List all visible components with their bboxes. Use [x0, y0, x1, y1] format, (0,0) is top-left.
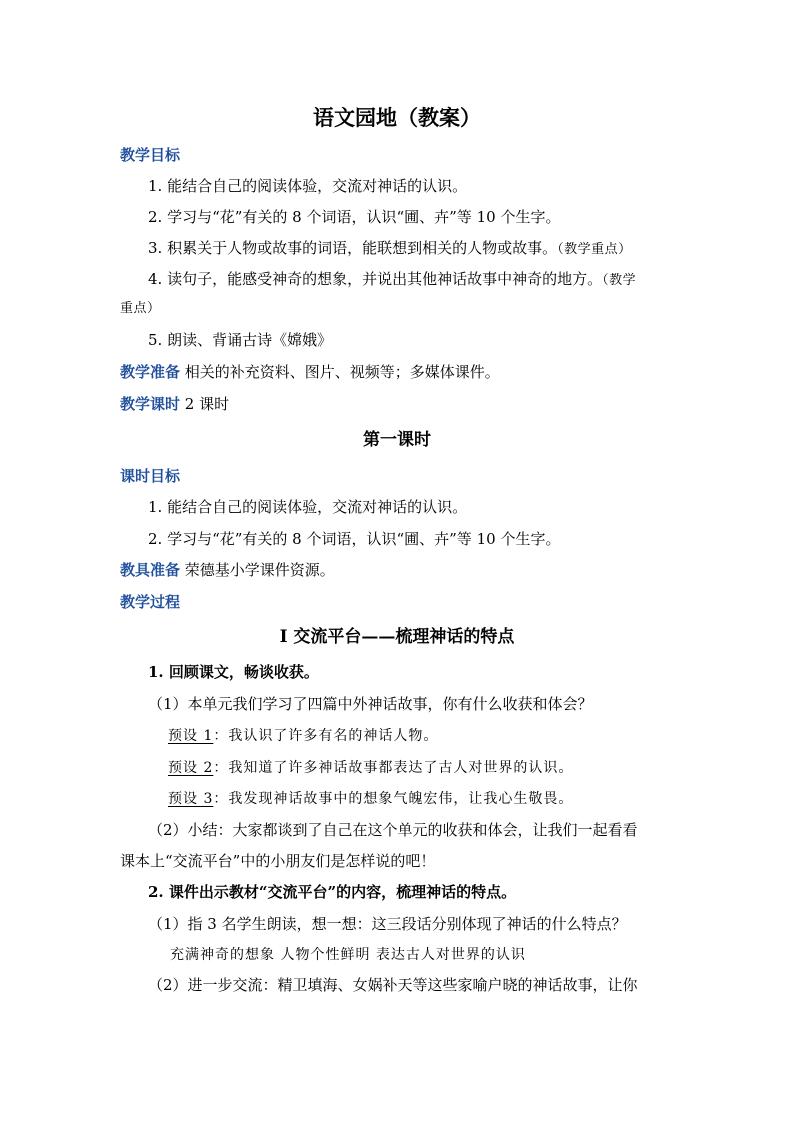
- question-1: （1）本单元我们学习了四篇中外神话故事，你有什么收获和体会？: [148, 695, 593, 713]
- section-title: Ⅰ 交流平台——梳理神话的特点: [279, 627, 515, 647]
- summary-line-1: （2）小结：大家都谈到了自己在这个单元的收获和体会，让我们一起看看: [148, 821, 638, 839]
- prep-row: [120, 362, 500, 382]
- question-3: （2）进一步交流：精卫填海、女娲补天等这些家喻户晓的神话故事，让你: [148, 976, 638, 994]
- goal-item-1: 1. 能结合自己的阅读体验，交流对神话的认识。: [148, 177, 468, 195]
- hours-label: 教学课时: [120, 395, 181, 413]
- lesson-goals-label: 课时目标: [120, 467, 181, 485]
- tools-row: [120, 560, 335, 580]
- preset-1: [168, 726, 438, 746]
- goal-item-4-note: （教学: [602, 273, 637, 288]
- goal-item-4-note-cont: 重点）: [120, 301, 161, 316]
- preset-2: [168, 758, 573, 778]
- lesson-goal-1: 1. 能结合自己的阅读体验，交流对神话的认识。: [148, 498, 468, 516]
- preset-2-tag: 预设 2: [168, 760, 214, 776]
- preset-3: [168, 789, 573, 809]
- preset-1-tag: 预设 1: [168, 728, 214, 744]
- goal-item-3-note: （教学重点）: [557, 242, 632, 257]
- prep-label: 教学准备: [120, 363, 181, 381]
- step-2: 2. 课件出示教材“交流平台”的内容，梳理神话的特点。: [148, 883, 517, 901]
- goal-item-4-text: 4. 读句子，能感受神奇的想象，并说出其他神话故事中神奇的地方。: [148, 270, 603, 288]
- answer-line: 充满神奇的想象 人物个性鲜明 表达古人对世界的认识: [170, 947, 526, 963]
- goal-item-2: 2. 学习与“花”有关的 8 个词语，认识“圃、卉”等 10 个生字。: [148, 208, 561, 226]
- tools-label: 教具准备: [120, 561, 181, 579]
- preset-2-text: ：我知道了许多神话故事都表达了古人对世界的认识。: [213, 760, 574, 776]
- step-1: 1. 回顾课文，畅谈收获。: [148, 663, 319, 681]
- summary-line-2: 课本上“交流平台”中的小朋友们是怎样说的吧！: [120, 852, 436, 870]
- lesson-goal-2: 2. 学习与“花”有关的 8 个词语，认识“圃、卉”等 10 个生字。: [148, 530, 561, 548]
- prep-text: 相关的补充资料、图片、视频等；多媒体课件。: [184, 363, 500, 381]
- hours-text: 2 课时: [184, 395, 230, 413]
- hours-row: [120, 394, 229, 414]
- goal-item-3-text: 3. 积累关于人物或故事的词语，能联想到相关的人物或故事。: [148, 239, 558, 257]
- goal-item-4: [148, 269, 636, 291]
- preset-3-text: ：我发现神话故事中的想象气魄宏伟，让我心生敬畏。: [213, 791, 574, 807]
- lesson1-heading: 第一课时: [363, 430, 431, 450]
- goal-item-3: [148, 238, 632, 260]
- preset-3-tag: 预设 3: [168, 791, 214, 807]
- goals-label: 教学目标: [120, 146, 181, 164]
- process-label: 教学过程: [120, 593, 181, 611]
- tools-text: 荣德基小学课件资源。: [184, 561, 335, 579]
- goal-item-5: 5. 朗读、背诵古诗《嫦娥》: [148, 331, 333, 349]
- preset-1-text: ：我认识了许多有名的神话人物。: [213, 728, 439, 744]
- question-2: （1）指 3 名学生朗读，想一想：这三段话分别体现了神话的什么特点？: [148, 915, 627, 933]
- document-title: 语文园地（教案）: [313, 105, 481, 130]
